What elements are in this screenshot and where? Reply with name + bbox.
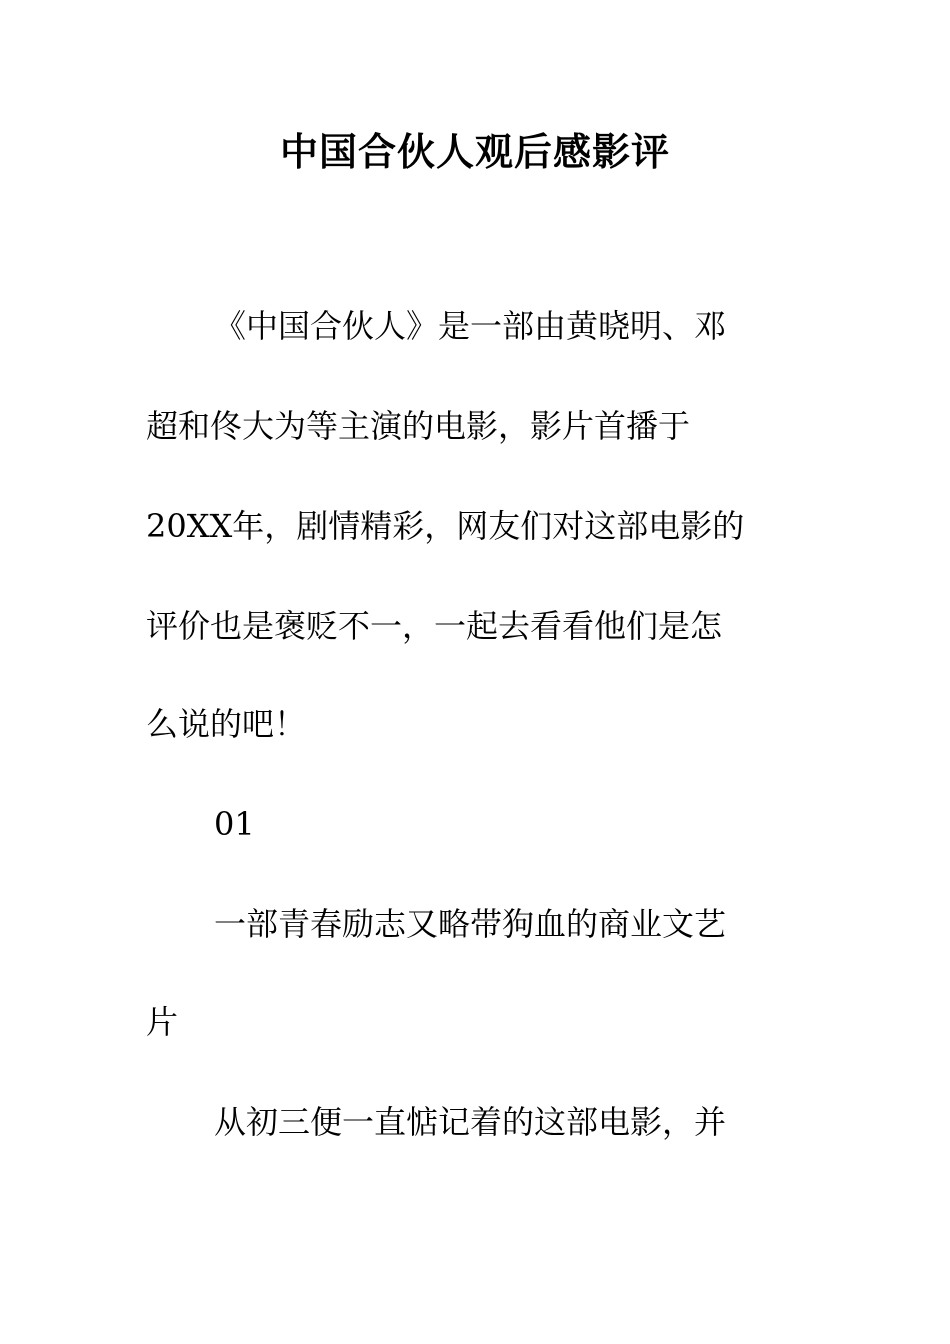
paragraph-line: 从初三便一直惦记着的这部电影，并 bbox=[214, 1103, 727, 1141]
document-title: 中国合伙人观后感影评 bbox=[279, 130, 670, 174]
paragraph-line: 《中国合伙人》是一部由黄晓明、邓 bbox=[214, 307, 727, 345]
section-number: 01 bbox=[214, 805, 255, 843]
section-heading-line: 一部青春励志又略带狗血的商业文艺 bbox=[214, 905, 727, 943]
paragraph-line: 20XX年，剧情精彩，网友们对这部电影的 bbox=[146, 507, 745, 545]
paragraph-line: 么说的吧！ bbox=[146, 705, 307, 743]
paragraph-line: 评价也是褒贬不一，一起去看看他们是怎 bbox=[146, 607, 723, 645]
paragraph-line: 超和佟大为等主演的电影，影片首播于 bbox=[146, 407, 691, 445]
section-heading-line: 片 bbox=[146, 1003, 179, 1041]
